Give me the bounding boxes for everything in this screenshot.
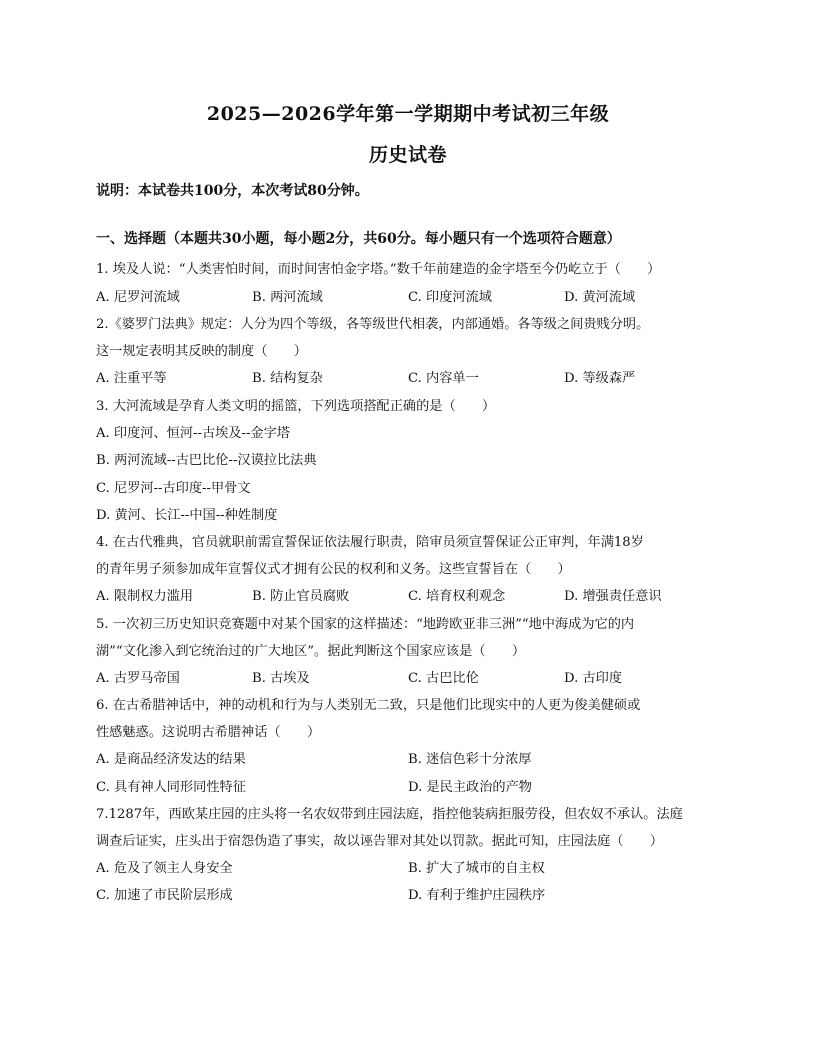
question-4-stem-line2: 的青年男子须参加成年宣誓仪式才拥有公民的权利和义务。这些宣誓旨在（ ） <box>96 562 571 577</box>
question-7-stem-line2: 调查后证实，庄头出于宿怨伪造了事实，故以诬告罪对其处以罚款。据此可知，庄园法庭（ ） <box>96 834 664 849</box>
question-2-stem-line2: 这一规定表明其反映的制度（ ） <box>96 344 307 359</box>
question-6-option-c: C. 具有神人同形同性特征 <box>96 780 246 795</box>
question-1-option-c: C. 印度河流域 <box>408 290 492 305</box>
question-6-option-a: A. 是商品经济发达的结果 <box>96 752 246 767</box>
question-4-option-a: A. 限制权力滥用 <box>96 589 194 604</box>
question-2-option-d: D. 等级森严 <box>564 371 636 386</box>
question-1-option-b: B. 两河流域 <box>252 290 323 305</box>
question-7-option-a: A. 危及了领主人身安全 <box>96 861 233 876</box>
question-5-option-d: D. 古印度 <box>564 671 623 686</box>
question-2-option-c: C. 内容单一 <box>408 371 479 386</box>
question-1-option-a: A. 尼罗河流域 <box>96 290 180 305</box>
question-7-stem-line1: 7.1287年，西欧某庄园的庄头将一名农奴带到庄园法庭，指控他装病拒服劳役，但农奴不承认。法庭 <box>96 807 683 822</box>
question-1-option-d: D. 黄河流域 <box>564 290 636 305</box>
question-4-stem-line1: 4. 在古代雅典，官员就职前需宣誓保证依法履行职责，陪审员须宣誓保证公正审判，年满18岁 <box>96 535 644 550</box>
question-7-option-b: B. 扩大了城市的自主权 <box>408 861 545 876</box>
question-6-option-b: B. 迷信色彩十分浓厚 <box>408 752 532 767</box>
question-3-stem: 3. 大河流域是孕育人类文明的摇篮，下列选项搭配正确的是（ ） <box>96 399 496 414</box>
question-1-stem: 1. 埃及人说：“人类害怕时间，而时间害怕金字塔。”数千年前建造的金字塔至今仍屹立于（ ） <box>96 262 661 277</box>
exam-title: 2025—2026学年第一学期期中考试初三年级 <box>206 103 610 125</box>
question-4-option-b: B. 防止官员腐败 <box>252 589 350 604</box>
question-7-option-d: D. 有利于维护庄园秩序 <box>408 888 546 903</box>
question-5-stem-line1: 5. 一次初三历史知识竞赛题中对某个国家的这样描述：“地跨欧亚非三洲”“地中海成为它的内 <box>96 617 635 632</box>
question-2-stem-line1: 2.《婆罗门法典》规定：人分为四个等级，各等级世代相袭，内部通婚。各等级之间贵贱分明。 <box>96 317 650 332</box>
question-4-option-d: D. 增强责任意识 <box>564 589 662 604</box>
question-3-option-d: D. 黄河、长江--中国--种姓制度 <box>96 508 278 523</box>
question-2-option-b: B. 结构复杂 <box>252 371 323 386</box>
question-6-option-d: D. 是民主政治的产物 <box>408 780 532 795</box>
question-7-option-c: C. 加速了市民阶层形成 <box>96 888 233 903</box>
exam-subject: 历史试卷 <box>368 144 447 166</box>
question-5-option-b: B. 古埃及 <box>252 671 310 686</box>
question-3-option-c: C. 尼罗河--古印度--甲骨文 <box>96 481 251 496</box>
question-4-option-c: C. 培育权利观念 <box>408 589 506 604</box>
question-5-stem-line2: 湖”“文化渗入到它统治过的广大地区”。据此判断这个国家应该是（ ） <box>96 644 526 659</box>
exam-note: 说明：本试卷共100分，本次考试80分钟。 <box>96 183 369 199</box>
section-heading: 一、选择题（本题共30小题，每小题2分，共60分。每小题只有一个选项符合题意） <box>96 231 621 247</box>
question-6-stem-line1: 6. 在古希腊神话中，神的动机和行为与人类别无二致，只是他们比现实中的人更为俊美健硕或 <box>96 698 641 713</box>
question-5-option-c: C. 古巴比伦 <box>408 671 479 686</box>
question-3-option-b: B. 两河流域--古巴比伦--汉谟拉比法典 <box>96 453 317 468</box>
question-2-option-a: A. 注重平等 <box>96 371 167 386</box>
question-3-option-a: A. 印度河、恒河--古埃及--金字塔 <box>96 426 290 441</box>
question-5-option-a: A. 古罗马帝国 <box>96 671 180 686</box>
question-6-stem-line2: 性感魅惑。这说明古希腊神话（ ） <box>96 725 321 740</box>
